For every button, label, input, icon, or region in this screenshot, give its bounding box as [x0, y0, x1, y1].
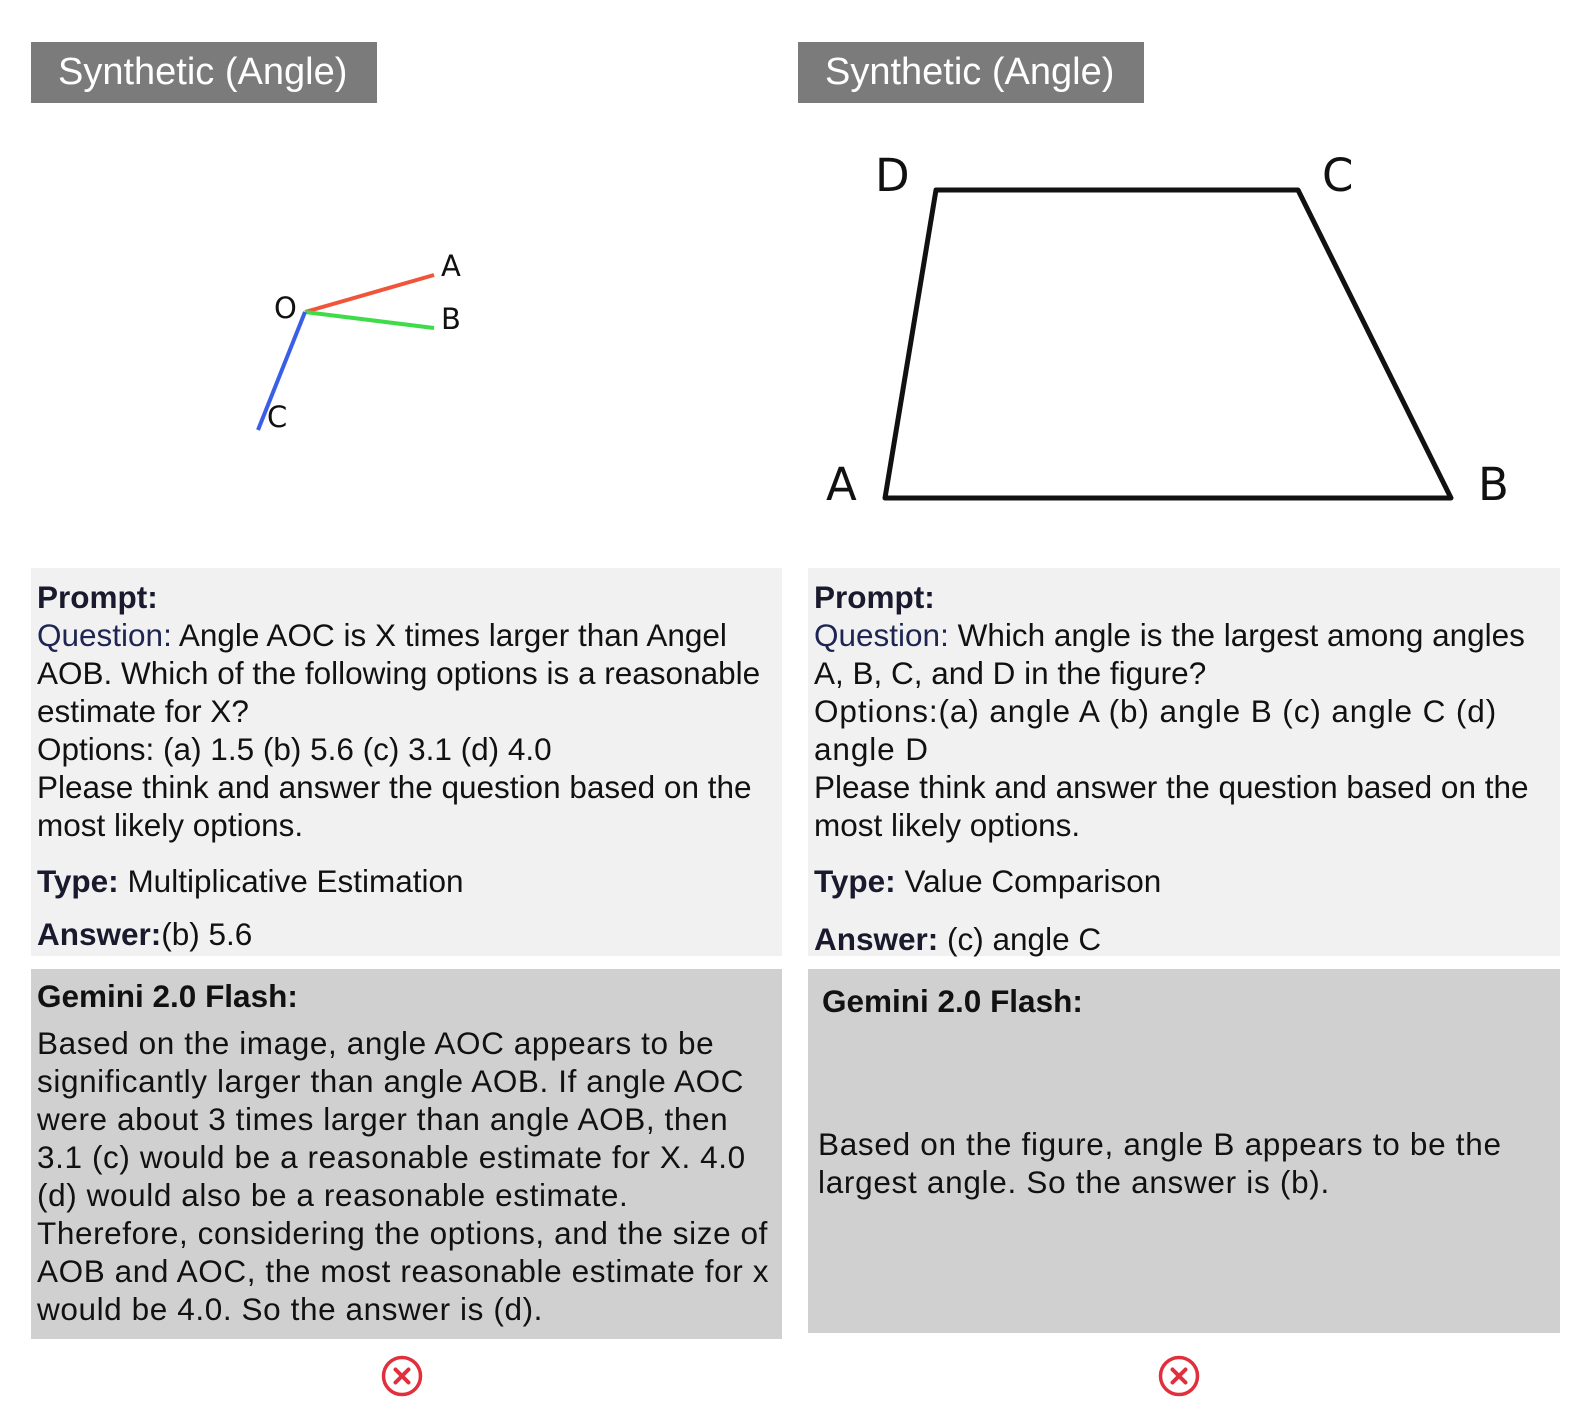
prompt-heading	[37, 578, 776, 616]
model-name: Gemini 2.0 Flash:	[37, 978, 298, 1014]
prompt-box	[808, 568, 1560, 956]
panel-tag: Synthetic (Angle)	[798, 42, 1144, 103]
vertex-label-a: A	[826, 458, 857, 511]
model-response-text: Based on the image, angle AOC appears to be significantly larger than angle AOB. If angle AOC were about 3 times larger than angle AOB, then 3.1 (c) would be a reasonable estimate for X. 4.0 (d) would also be a reasonable estimate. Therefore, considering the options, and the size of AOB and AOC, the most reasonable estimate for x would be 4.0. So the answer is (d).	[37, 1025, 770, 1327]
prompt-label: Prompt:	[37, 579, 158, 615]
vertex-label-d: D	[875, 149, 910, 202]
question-text: Which angle is the largest among angles A, B, C, and D in the figure?	[814, 617, 1525, 691]
point-label-a: A	[441, 249, 461, 283]
point-label-c: C	[267, 400, 288, 434]
ray-oa	[305, 275, 434, 312]
prompt-heading	[814, 578, 1554, 616]
question-text: Angle AOC is X times larger than Angel AOB. Which of the following options is a reasonable estimate for X?	[37, 617, 761, 729]
question	[37, 616, 776, 730]
wrong-x-icon	[381, 1355, 423, 1397]
answer-label: Answer:	[37, 916, 162, 952]
type-row	[37, 862, 776, 900]
options-text: Options:(a) angle A (b) angle B (c) angle C (d) angle D	[814, 693, 1498, 767]
trapezoid-shape	[885, 190, 1451, 498]
answer-row	[37, 915, 776, 953]
vertex-label-b: B	[1478, 458, 1509, 511]
angle-figure-aob	[240, 240, 490, 450]
type-value: Value Comparison	[895, 863, 1162, 899]
answer-row	[814, 920, 1554, 958]
trapezoid-figure-abcd	[810, 140, 1530, 520]
options-text: Options: (a) 1.5 (b) 5.6 (c) 3.1 (d) 4.0	[37, 731, 552, 767]
instruction-text: Please think and answer the question based on the most likely options.	[814, 769, 1529, 843]
question	[814, 616, 1554, 692]
ray-ob	[305, 312, 434, 328]
panel-tag: Synthetic (Angle)	[31, 42, 377, 103]
point-label-o: O	[274, 291, 297, 325]
model-response-box	[31, 969, 782, 1339]
type-label: Type:	[814, 863, 896, 899]
model-name: Gemini 2.0 Flash:	[822, 983, 1083, 1019]
type-value: Multiplicative Estimation	[118, 863, 464, 899]
type-row	[814, 862, 1554, 900]
answer-value: (b) 5.6	[161, 916, 253, 952]
answer-label: Answer:	[814, 921, 939, 957]
instruction-text: Please think and answer the question based on the most likely options.	[37, 769, 752, 843]
prompt-box	[31, 568, 782, 956]
model-response-box	[808, 969, 1560, 1333]
answer-value: (c) angle C	[938, 921, 1102, 957]
question-label: Question:	[814, 617, 949, 653]
prompt-label: Prompt:	[814, 579, 935, 615]
vertex-label-c: C	[1322, 149, 1354, 202]
point-label-b: B	[441, 302, 461, 336]
type-label: Type:	[37, 863, 119, 899]
question-label: Question:	[37, 617, 172, 653]
model-response-text: Based on the figure, angle B appears to be the largest angle. So the answer is (b).	[818, 1126, 1502, 1200]
wrong-x-icon	[1158, 1355, 1200, 1397]
